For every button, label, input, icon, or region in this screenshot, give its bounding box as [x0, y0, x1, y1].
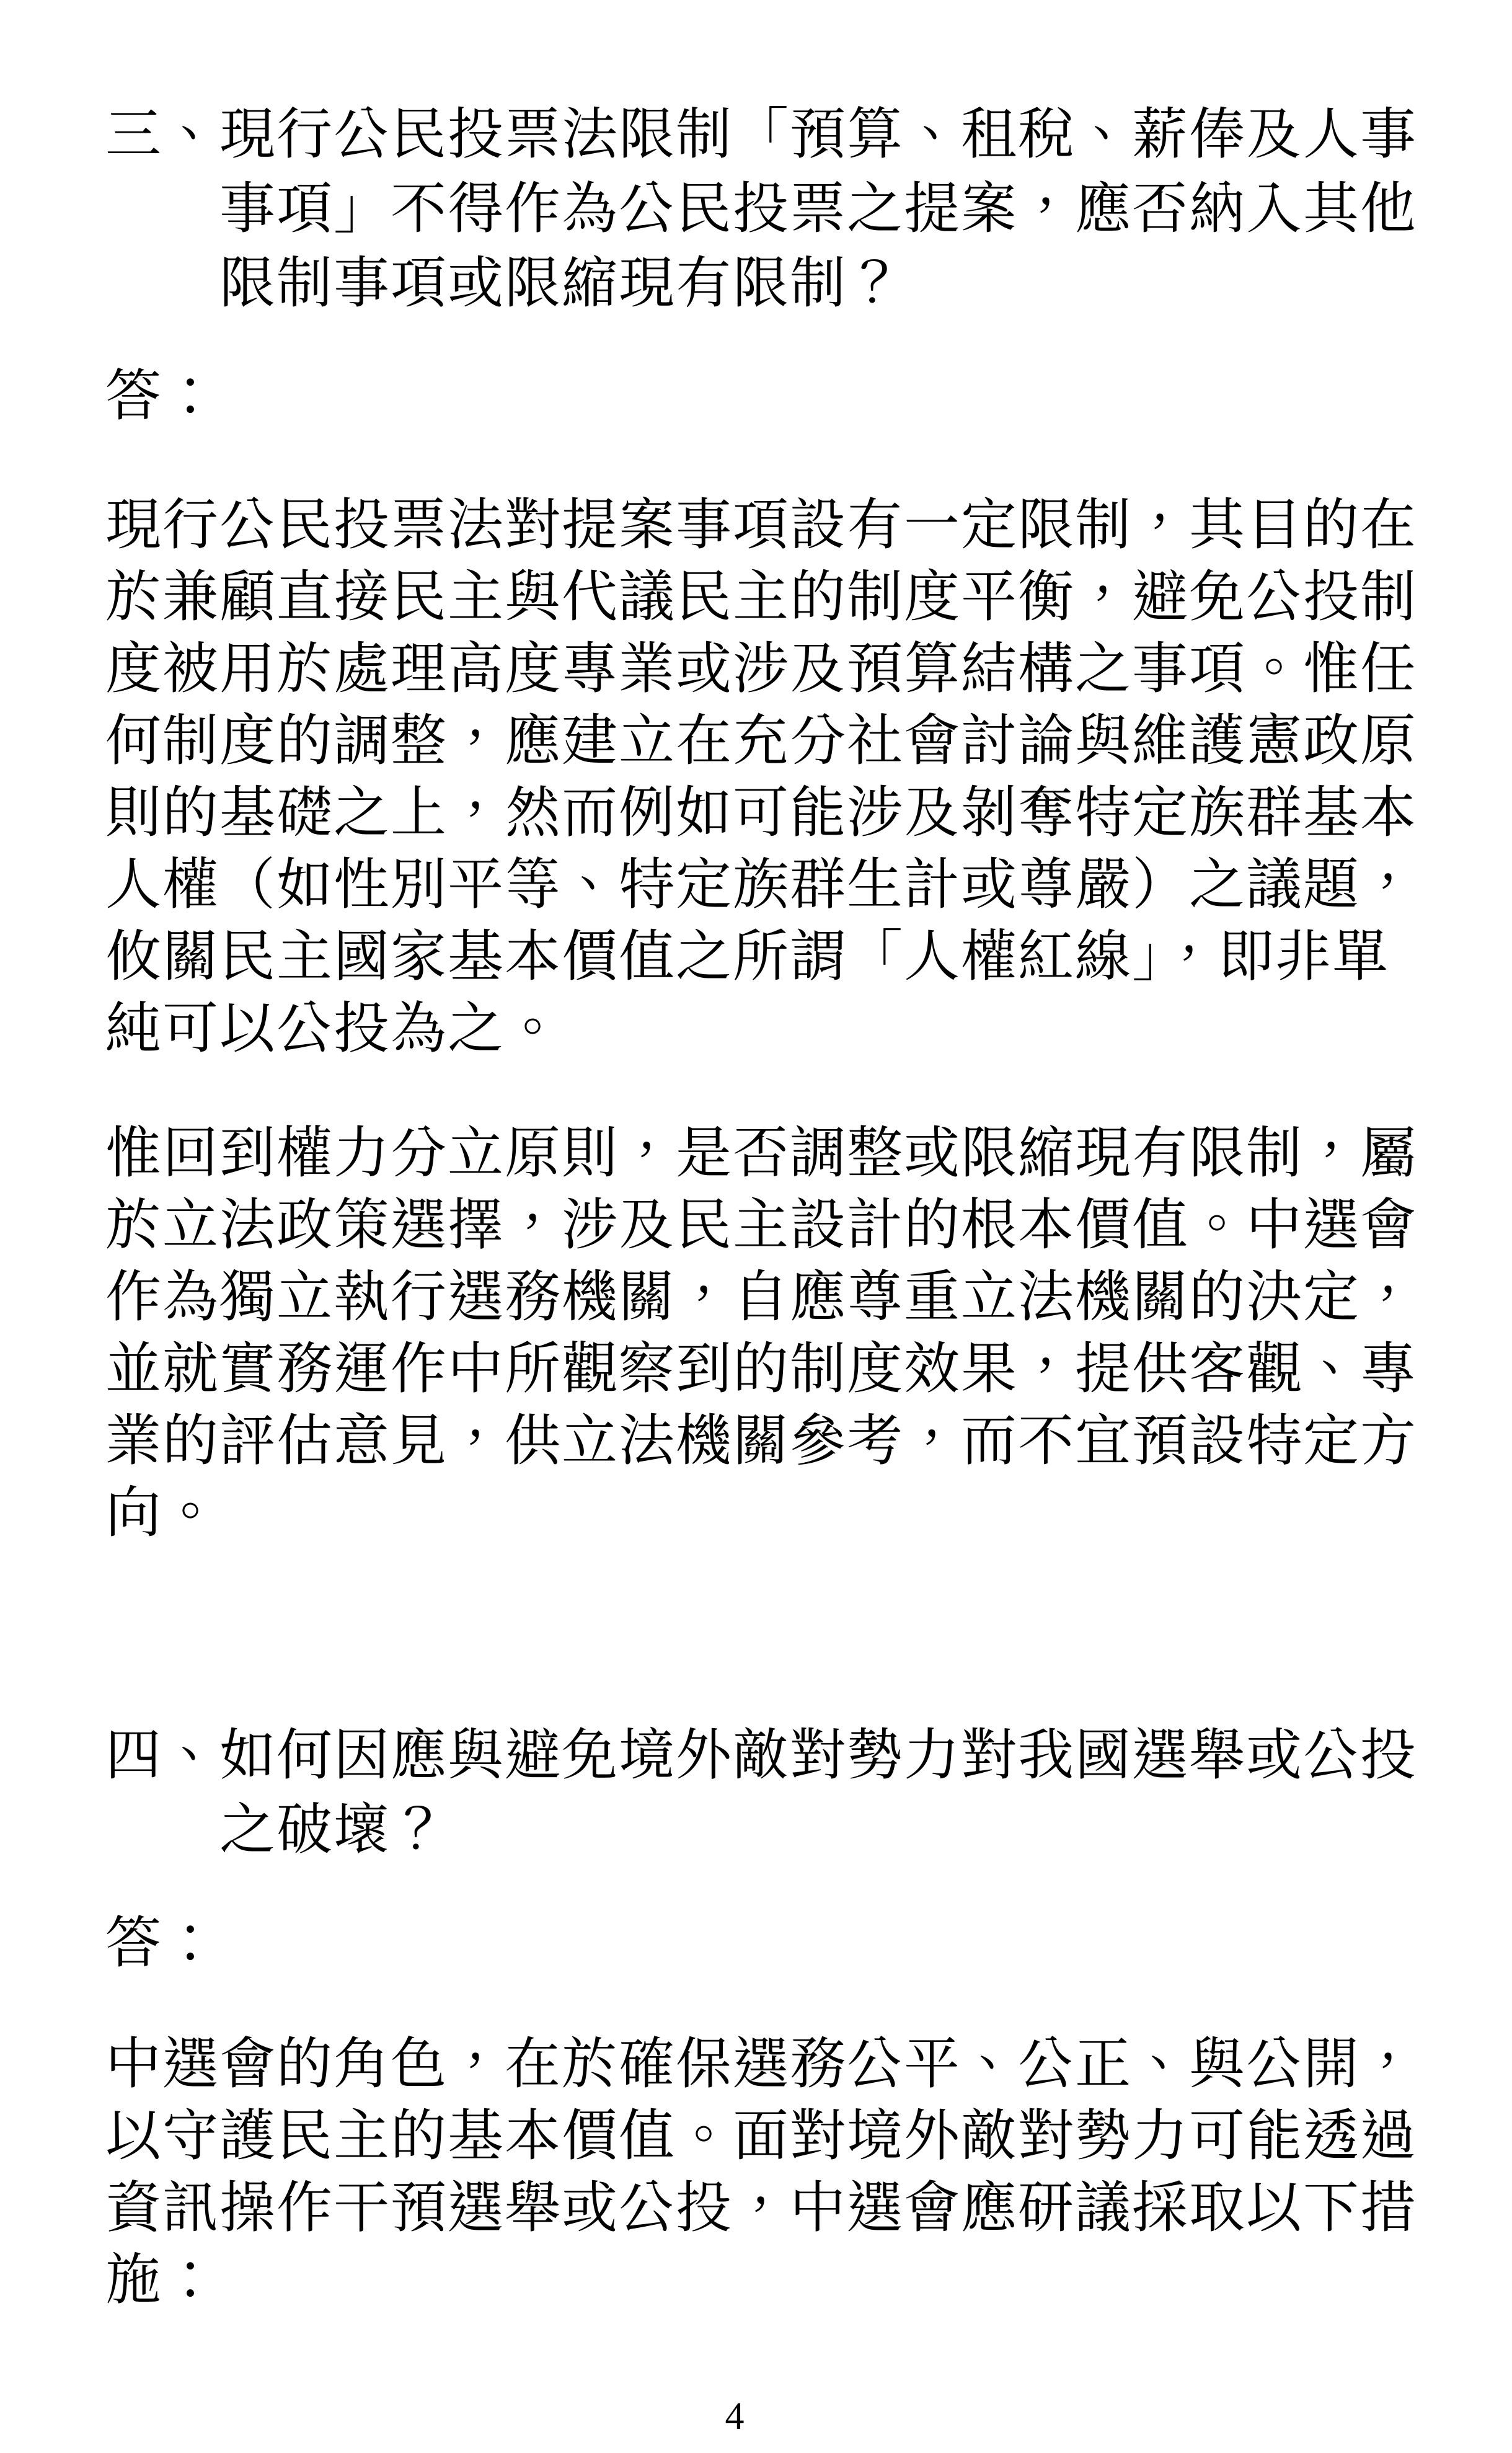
text-line: 三、現行公民投票法限制「預算、租稅、薪俸及人事 — [105, 104, 1417, 166]
text-line: 則的基礎之上，然而例如可能涉及剝奪特定族群基本 — [105, 783, 1417, 844]
answer-label-3: 答： — [105, 366, 219, 427]
page-footer — [0, 2395, 1469, 2438]
page-number: 4 — [725, 2395, 745, 2437]
text-line: 業的評估意見，供立法機關參考，而不宜預設特定方 — [105, 1411, 1417, 1472]
text-line: 現行公民投票法對提案事項設有一定限制，其目的在 — [105, 495, 1417, 556]
text-line: 四、如何因應與避免境外敵對勢力對我國選舉或公投 — [105, 1725, 1417, 1786]
text-line: 事項」不得作為公民投票之提案，應否納入其他 — [219, 179, 1417, 240]
answer-label-4: 答： — [105, 1913, 219, 1974]
text-line: 惟回到權力分立原則，是否調整或限縮現有限制，屬 — [105, 1123, 1417, 1184]
question-3-heading — [105, 98, 1426, 321]
answer-3-paragraph-2 — [105, 1118, 1426, 1550]
text-line: 資訊操作干預選舉或公投，中選會應研議採取以下措 — [105, 2178, 1417, 2239]
answer-3-paragraph-1 — [105, 490, 1426, 1065]
question-4-heading — [105, 1719, 1426, 1868]
text-line: 度被用於處理高度專業或涉及預算結構之事項。惟任 — [105, 639, 1417, 700]
text-line: 向。 — [105, 1483, 219, 1544]
text-line: 攸關民主國家基本價值之所謂「人權紅線」，即非單 — [105, 926, 1389, 988]
text-line: 純可以公投為之。 — [105, 998, 562, 1060]
text-line: 之破壞？ — [219, 1799, 448, 1861]
text-line: 並就實務運作中所觀察到的制度效果，提供客觀、專 — [105, 1339, 1417, 1400]
text-line: 施： — [105, 2250, 219, 2311]
text-line: 中選會的角色，在於確保選務公平、公正、與公開， — [105, 2034, 1417, 2095]
text-line: 以守護民主的基本價值。面對境外敵對勢力可能透過 — [105, 2106, 1417, 2167]
text-line: 人權（如性別平等、特定族群生計或尊嚴）之議題， — [105, 854, 1417, 916]
text-line: 何制度的調整，應建立在充分社會討論與維護憲政原 — [105, 711, 1417, 772]
text-line: 限制事項或限縮現有限制？ — [219, 253, 904, 314]
answer-4-paragraph-1 — [105, 2029, 1426, 2317]
text-line: 於兼顧直接民主與代議民主的制度平衡，避免公投制 — [105, 567, 1417, 628]
text-line: 作為獨立執行選務機關，自應尊重立法機關的決定， — [105, 1267, 1417, 1328]
text-line: 於立法政策選擇，涉及民主設計的根本價值。中選會 — [105, 1195, 1417, 1256]
